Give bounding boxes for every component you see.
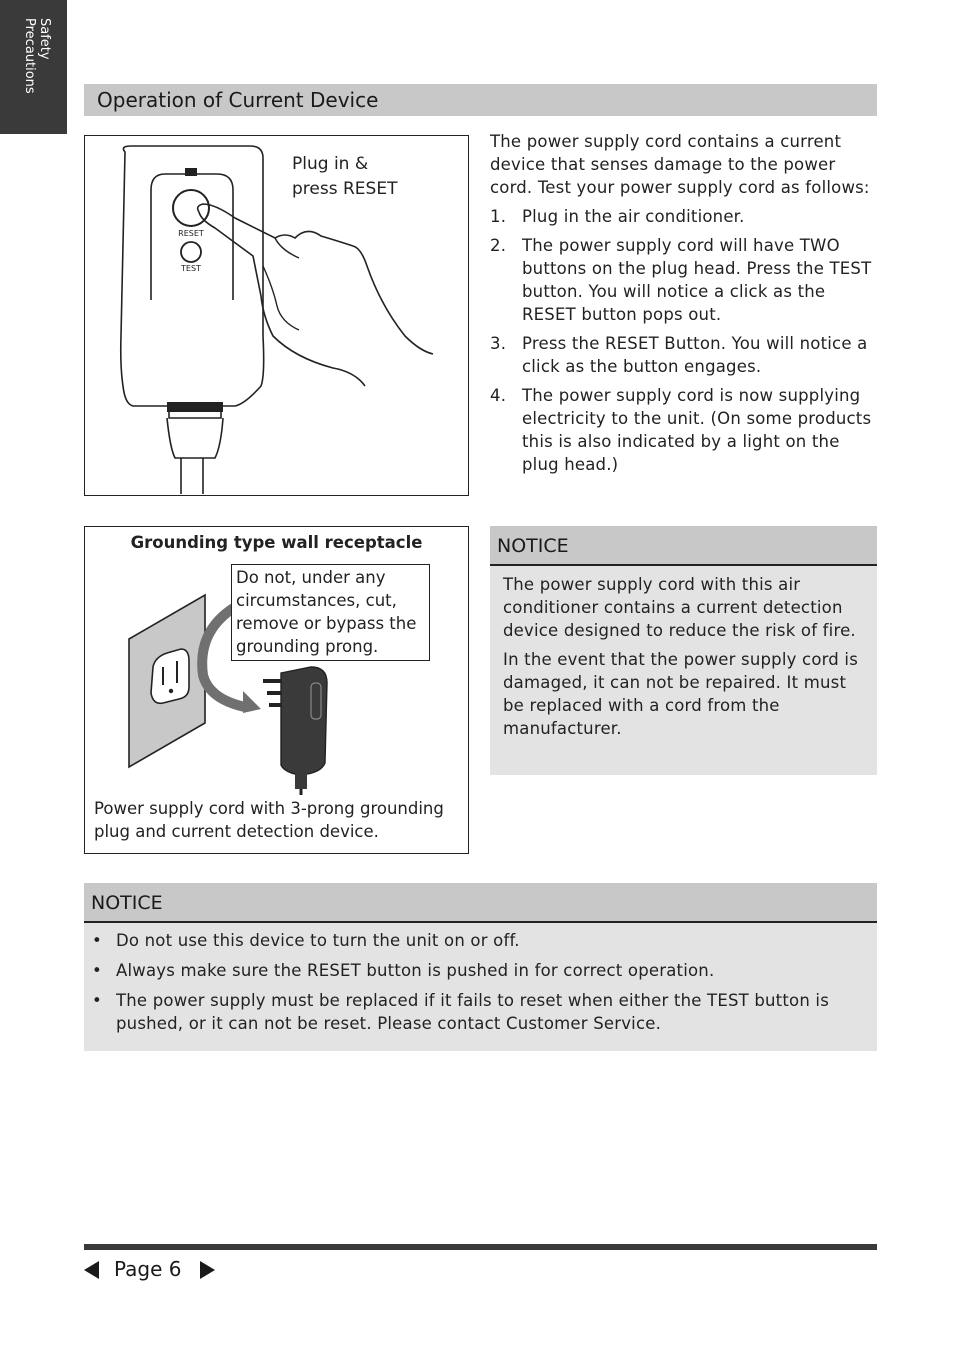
notice-heading: NOTICE bbox=[91, 892, 163, 914]
test-steps-list bbox=[490, 205, 880, 476]
intro-text bbox=[490, 130, 880, 482]
list-item: • The power supply must be replaced if it fails to reset when either the TEST button is pushed, or it can not be reset. Please contact Customer Service. bbox=[90, 989, 865, 1035]
grounding-receptacle-figure bbox=[84, 526, 469, 854]
side-tab bbox=[0, 0, 67, 134]
receptacle-title: Grounding type wall receptacle bbox=[130, 533, 423, 552]
plug-hand-illustration bbox=[85, 136, 470, 497]
list-item: • Do not use this device to turn the unit on or off. bbox=[90, 929, 865, 952]
list-item: 4. The power supply cord is now supplying electricity to the unit. (On some products this is also indicated by a light on the plug head.) bbox=[490, 386, 872, 474]
receptacle-caption: Power supply cord with 3-prong grounding plug and current detection device. bbox=[94, 799, 444, 841]
reset-button-label: RESET bbox=[178, 229, 204, 238]
intro-paragraph: The power supply cord contains a current device that senses damage to the power cord. Test your power supply cord as follows: bbox=[490, 132, 870, 197]
notice-box-usage bbox=[84, 883, 877, 1051]
notice-list bbox=[84, 923, 877, 1035]
next-page-arrow-icon[interactable] bbox=[200, 1261, 215, 1279]
notice-heading: NOTICE bbox=[497, 535, 569, 557]
test-button-label: TEST bbox=[181, 264, 201, 273]
notice-header bbox=[84, 883, 877, 923]
section-title: Operation of Current Device bbox=[97, 88, 379, 112]
section-title-bar bbox=[84, 84, 877, 116]
plug-reset-figure bbox=[84, 135, 469, 496]
plug-caption: Plug in & press RESET bbox=[292, 154, 398, 199]
list-item: • Always make sure the RESET button is pushed in for correct operation. bbox=[90, 959, 865, 982]
previous-page-arrow-icon[interactable] bbox=[84, 1261, 99, 1279]
notice-body: The power supply cord with this air conditioner contains a current detection device designed to reduce the risk of fire. In the event that the power supply cord is damaged, it can not be repaired. It must be replaced with a cord from the manufacturer. bbox=[503, 575, 859, 738]
notice-box-fire bbox=[490, 526, 877, 775]
page-number: Page 6 bbox=[114, 1257, 182, 1281]
footer-divider bbox=[84, 1244, 877, 1250]
grounding-warning: Do not, under any circumstances, cut, remove or bypass the grounding prong. bbox=[231, 564, 430, 661]
side-tab-label: Safety Precautions bbox=[22, 18, 52, 94]
notice-header bbox=[490, 526, 877, 566]
list-item: 3. Press the RESET Button. You will notice a click as the button engages. bbox=[490, 334, 868, 376]
list-item: 2. The power supply cord will have TWO buttons on the plug head. Press the TEST button. You will notice a click as the RESET button pops out. bbox=[490, 236, 872, 324]
list-item: 1. Plug in the air conditioner. bbox=[490, 207, 745, 226]
